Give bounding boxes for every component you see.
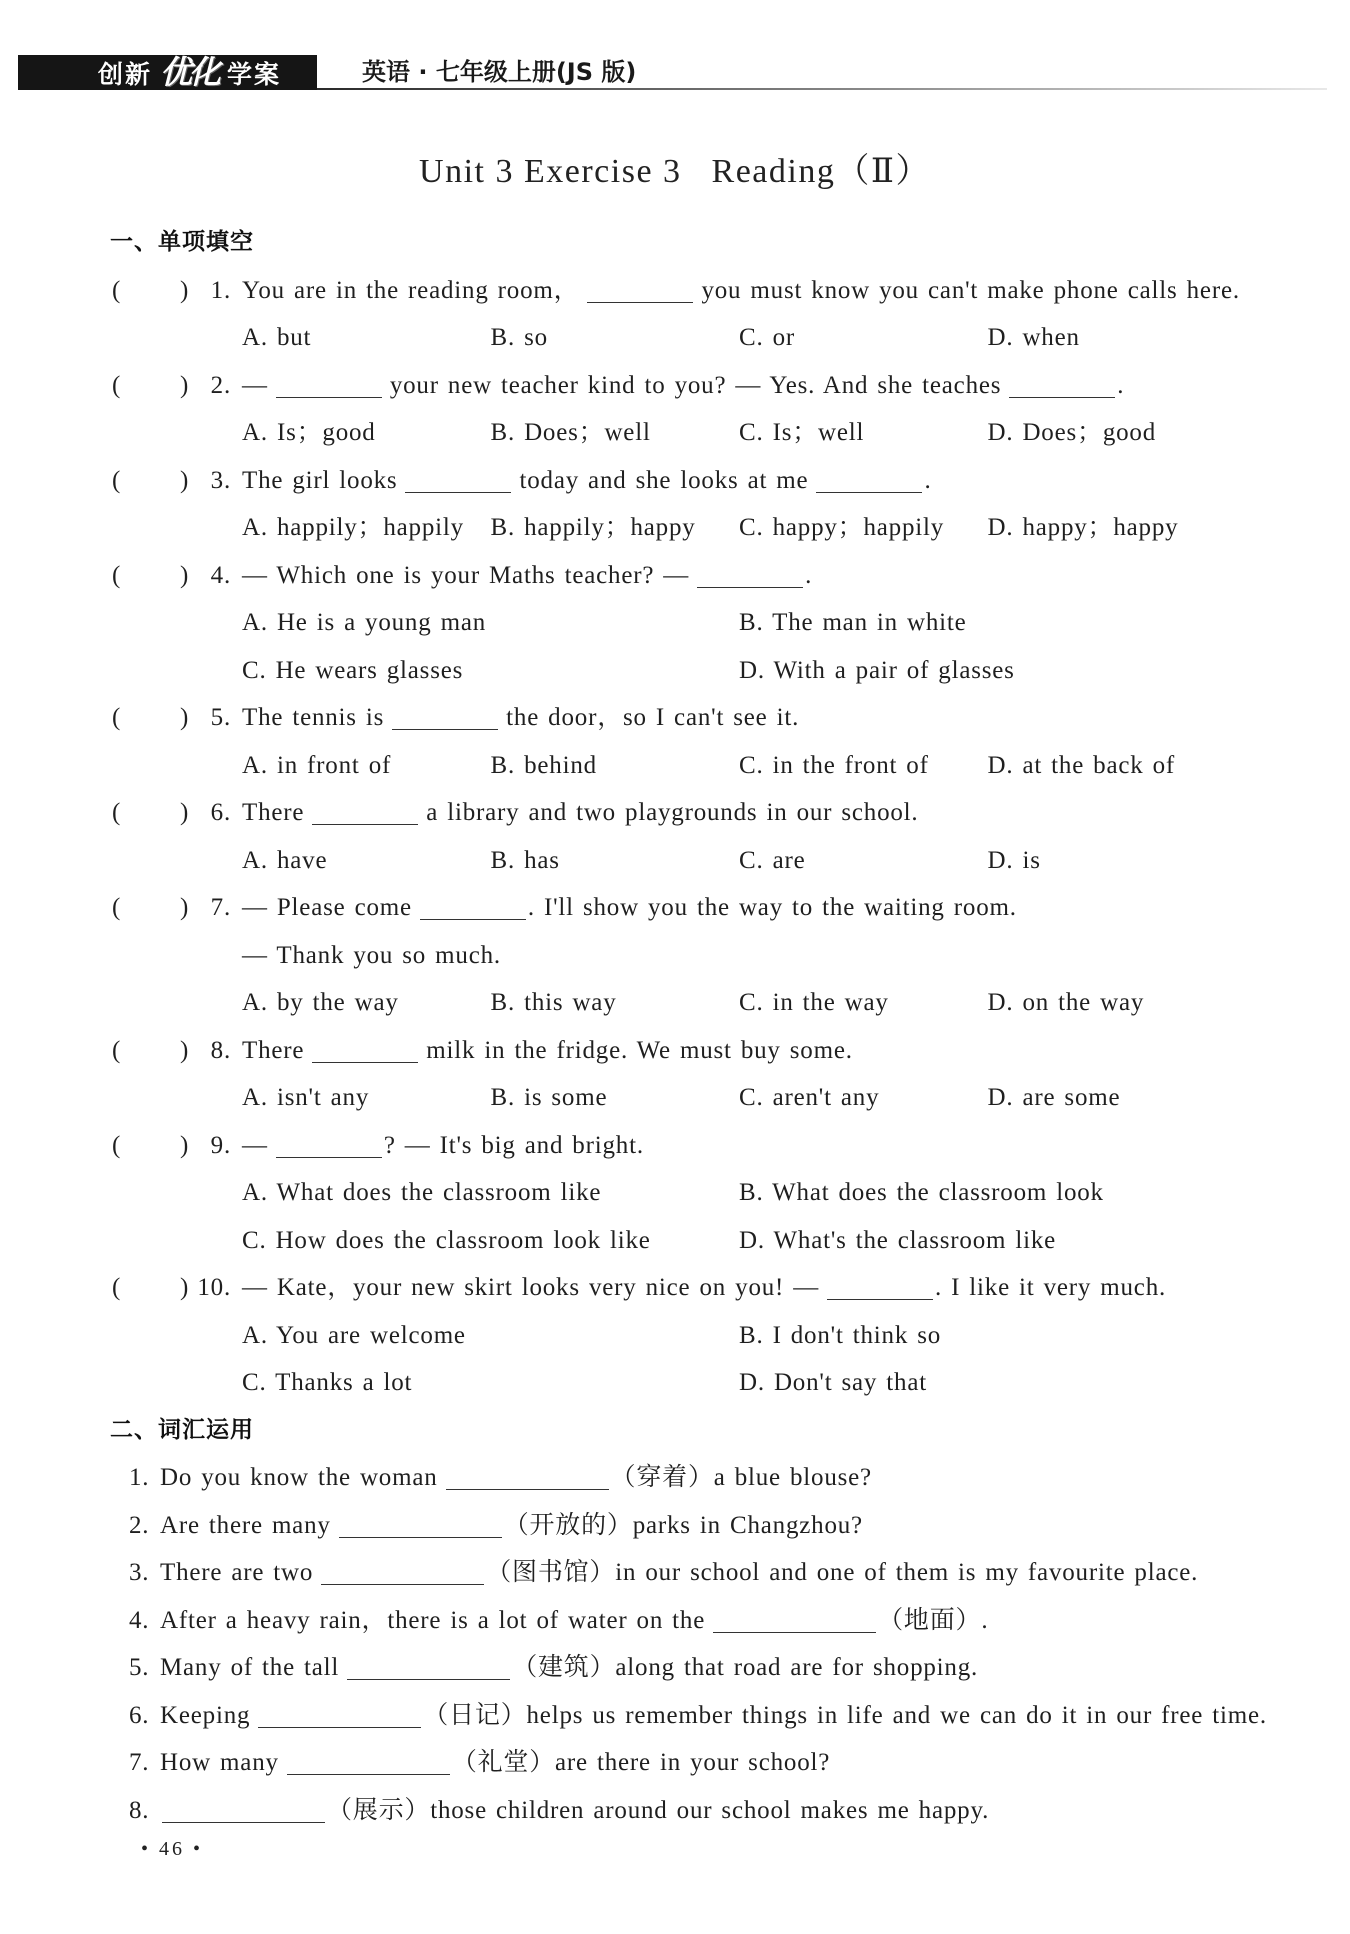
item-number: 3.: [129, 1559, 150, 1586]
sentence-text: .: [1117, 371, 1125, 399]
question-number: 1.: [210, 276, 231, 304]
question-number: 3.: [210, 466, 231, 494]
options-row: [0, 1169, 1350, 1217]
answer-option: D. Don't say that: [739, 1369, 927, 1396]
answer-blank: [287, 1774, 450, 1775]
item-number: 1.: [129, 1464, 150, 1491]
question-number: 10.: [197, 1274, 231, 1301]
answer-option: C. He wears glasses: [242, 656, 464, 684]
answer-blank: [816, 492, 922, 493]
sentence-text: today and she looks at me: [519, 466, 809, 494]
option-group: [242, 599, 1236, 647]
option-group: [242, 837, 1236, 885]
sentence-text: （图书馆）in our school and one of them is my favourite place.: [486, 1559, 1199, 1586]
answer-bracket-open: (: [112, 894, 122, 921]
options-row: [0, 979, 1350, 1027]
sentence-text: The girl looks: [242, 466, 398, 494]
question-row: [0, 267, 1350, 315]
question-row: [0, 1264, 1350, 1312]
brand-logo-text: 优化: [160, 55, 219, 90]
item-sentence: [160, 1644, 978, 1692]
options-row: [0, 314, 1350, 362]
answer-blank: [312, 1062, 418, 1063]
question-row: [0, 362, 1350, 410]
options-row: [0, 647, 1350, 695]
answer-option: B. The man in white: [739, 609, 967, 636]
answer-bracket-open: (: [112, 1036, 122, 1064]
answer-bracket-open: (: [112, 799, 122, 826]
section-heading: 一、单项填空: [110, 229, 254, 255]
sentence-text: .: [805, 561, 813, 589]
answer-option: B. happily；happy: [490, 514, 696, 541]
answer-blank: [312, 824, 418, 825]
sentence-text: （日记）helps us remember things in life and we can do it in our free time.: [423, 1701, 1267, 1729]
options-row: [0, 409, 1350, 457]
sentence-text: milk in the fridge. We must buy some.: [426, 1036, 853, 1064]
answer-option: C. How does the classroom look like: [242, 1226, 651, 1254]
question-stem: [242, 457, 932, 505]
item-number: 5.: [129, 1654, 150, 1681]
question-stem: [242, 1264, 1166, 1312]
answer-option: A. Is；good: [242, 419, 376, 446]
section-heading: 二、词汇运用: [110, 1416, 254, 1443]
sentence-text: ? — It's big and bright.: [383, 1131, 644, 1159]
sentence-text: — Please come: [242, 894, 412, 921]
answer-blank: [258, 1727, 421, 1728]
question-row: [0, 1027, 1350, 1075]
sentence-text: The tennis is: [242, 704, 385, 731]
sentence-text: — Which one is your Maths teacher? —: [242, 561, 690, 589]
brand-text: 创新: [98, 60, 153, 89]
answer-option: A. He is a young man: [242, 609, 487, 636]
vocabulary-row: [0, 1597, 1350, 1645]
sentence-text: .: [924, 466, 932, 494]
sentence-text: （穿着）a blue blouse?: [610, 1464, 872, 1491]
sentence-text: How many: [160, 1749, 279, 1776]
answer-bracket-close: ): [180, 276, 190, 304]
answer-bracket-close: ): [180, 466, 190, 494]
answer-option: D. Does；good: [987, 419, 1157, 446]
answer-option: A. What does the classroom like: [242, 1179, 602, 1206]
question-stem: [242, 1122, 644, 1170]
options-row: [0, 1217, 1350, 1265]
option-group: [242, 742, 1236, 790]
answer-option: C. Is；well: [739, 419, 865, 446]
answer-option: C. happy；happily: [739, 514, 945, 541]
answer-option: B. behind: [490, 751, 597, 779]
item-sentence: [160, 1597, 988, 1645]
question-stem: [242, 789, 918, 837]
sentence-text: you must know you can't make phone calls here.: [701, 276, 1240, 304]
answer-option: A. You are welcome: [242, 1321, 466, 1349]
answer-bracket-close: ): [180, 1131, 190, 1159]
answer-option: B. has: [490, 846, 560, 874]
answer-blank: [697, 587, 803, 588]
sentence-text: —: [242, 371, 268, 399]
sentence-text: your new teacher kind to you? — Yes. And she teaches: [389, 371, 1002, 399]
section-heading-row: [0, 219, 1350, 267]
option-group: [242, 647, 1236, 695]
options-row: [0, 1359, 1350, 1407]
vocabulary-row: [0, 1454, 1350, 1502]
sentence-text: You are in the reading room，: [242, 276, 580, 304]
question-row: [0, 694, 1350, 742]
answer-blank: [321, 1584, 484, 1585]
sentence-text: （建筑）along that road are for shopping.: [512, 1654, 979, 1681]
options-row: [0, 837, 1350, 885]
vocabulary-row: [0, 1787, 1350, 1835]
question-row: [0, 1122, 1350, 1170]
question-number: 6.: [210, 799, 231, 826]
option-group: [242, 409, 1236, 457]
options-row: [0, 1074, 1350, 1122]
sentence-text: Are there many: [160, 1511, 331, 1539]
answer-bracket-open: (: [112, 1131, 122, 1159]
answer-bracket-close: ): [180, 704, 190, 731]
answer-bracket-open: (: [112, 1274, 122, 1301]
answer-blank: [405, 492, 511, 493]
option-group: [242, 1359, 1236, 1407]
answer-bracket-open: (: [112, 276, 122, 304]
sentence-text: After a heavy rain，there is a lot of water on the: [160, 1606, 706, 1634]
sentence-text: （展示）those children around our school makes me happy.: [327, 1796, 990, 1824]
answer-option: D. are some: [987, 1084, 1121, 1111]
options-row: [0, 1312, 1350, 1360]
answer-option: D. happy；happy: [987, 514, 1179, 541]
vocabulary-row: [0, 1644, 1350, 1692]
question-number: 9.: [210, 1131, 231, 1159]
item-number: 7.: [129, 1749, 150, 1776]
answer-option: A. but: [242, 324, 312, 351]
answer-bracket-open: (: [112, 561, 122, 589]
answer-option: C. in the way: [739, 989, 889, 1016]
item-number: 6.: [129, 1701, 150, 1729]
answer-bracket-close: ): [180, 894, 190, 921]
sentence-text: There: [242, 1036, 305, 1064]
answer-option: C. in the front of: [739, 751, 929, 779]
exercise-content: [0, 219, 1350, 1834]
answer-blank: [162, 1822, 325, 1823]
question-number: 8.: [210, 1036, 231, 1064]
sentence-text: （礼堂）are there in your school?: [451, 1749, 831, 1776]
question-row: [0, 884, 1350, 932]
question-number: 5.: [210, 704, 231, 731]
item-sentence: [160, 1549, 1198, 1597]
sentence-text: the door，so I can't see it.: [506, 704, 800, 731]
answer-option: D. on the way: [987, 989, 1145, 1016]
option-group: [242, 1312, 1236, 1360]
answer-blank: [827, 1299, 933, 1300]
question-row: [0, 932, 1350, 980]
answer-bracket-close: ): [180, 561, 190, 589]
answer-blank: [420, 919, 526, 920]
sentence-text: — Thank you so much.: [242, 941, 501, 969]
item-sentence: [160, 1739, 830, 1787]
answer-bracket-close: ): [180, 1036, 190, 1064]
brand-text: 学案: [227, 60, 282, 89]
sentence-text: Do you know the woman: [160, 1464, 438, 1491]
page-number: • 46 •: [141, 1838, 204, 1860]
sentence-text: a library and two playgrounds in our school.: [426, 799, 919, 826]
sentence-text: Many of the tall: [160, 1654, 340, 1681]
sentence-text: — Kate，your new skirt looks very nice on you! —: [242, 1274, 820, 1301]
answer-bracket-open: (: [112, 704, 122, 731]
vocabulary-row: [0, 1739, 1350, 1787]
question-row: [0, 457, 1350, 505]
answer-option: B. this way: [490, 989, 617, 1016]
option-group: [242, 1169, 1236, 1217]
options-row: [0, 599, 1350, 647]
book-title: 英语 · 七年级上册(JS 版): [362, 58, 637, 86]
answer-option: C. or: [739, 324, 795, 351]
sentence-text: （开放的）parks in Changzhou?: [503, 1511, 863, 1539]
sentence-text: （地面）.: [878, 1606, 989, 1634]
answer-option: B. is some: [490, 1084, 608, 1111]
question-number: 7.: [210, 894, 231, 921]
answer-blank: [347, 1679, 510, 1680]
answer-option: D. With a pair of glasses: [739, 656, 1015, 684]
question-stem: [242, 267, 1240, 315]
answer-option: D. is: [987, 846, 1041, 874]
answer-option: A. happily；happily: [242, 514, 464, 541]
answer-blank: [587, 302, 693, 303]
page-title: Unit 3 Exercise 3 Reading（Ⅱ）: [419, 153, 931, 190]
answer-blank: [1009, 397, 1115, 398]
item-number: 4.: [129, 1606, 150, 1634]
item-number: 8.: [129, 1796, 150, 1824]
answer-blank: [339, 1537, 502, 1538]
answer-option: C. are: [739, 846, 806, 874]
item-sentence: [160, 1454, 872, 1502]
answer-option: A. in front of: [242, 751, 392, 779]
question-stem: [242, 362, 1124, 410]
answer-option: B. What does the classroom look: [739, 1179, 1104, 1206]
question-number: 4.: [210, 561, 231, 589]
option-group: [242, 314, 1236, 362]
vocabulary-row: [0, 1549, 1350, 1597]
answer-bracket-open: (: [112, 466, 122, 494]
question-stem: [242, 1027, 853, 1075]
question-stem: [242, 694, 799, 742]
answer-bracket-close: ): [180, 799, 190, 826]
answer-blank: [276, 397, 382, 398]
answer-option: A. have: [242, 846, 328, 874]
answer-option: B. Does；well: [490, 419, 651, 446]
answer-blank: [392, 729, 498, 730]
question-stem: [242, 932, 501, 980]
question-stem: [242, 884, 1017, 932]
option-group: [242, 504, 1236, 552]
sentence-text: . I like it very much.: [935, 1274, 1167, 1301]
answer-blank: [713, 1632, 876, 1633]
brand-banner: [18, 55, 317, 90]
answer-option: B. I don't think so: [739, 1321, 942, 1349]
sentence-text: There: [242, 799, 305, 826]
section-heading-row: [0, 1407, 1350, 1455]
answer-option: C. Thanks a lot: [242, 1369, 413, 1396]
item-sentence: [160, 1502, 863, 1550]
options-row: [0, 742, 1350, 790]
sentence-text: There are two: [160, 1559, 314, 1586]
options-row: [0, 504, 1350, 552]
answer-bracket-close: ): [180, 1274, 190, 1301]
answer-option: B. so: [490, 324, 548, 351]
vocabulary-row: [0, 1502, 1350, 1550]
answer-option: D. at the back of: [987, 751, 1176, 779]
question-row: [0, 789, 1350, 837]
item-sentence: [160, 1692, 1267, 1740]
answer-option: D. What's the classroom like: [739, 1226, 1057, 1254]
answer-option: D. when: [987, 324, 1080, 351]
sentence-text: Keeping: [160, 1701, 251, 1729]
sentence-text: . I'll show you the way to the waiting room.: [527, 894, 1017, 921]
option-group: [242, 1217, 1236, 1265]
item-sentence: [160, 1787, 989, 1835]
option-group: [242, 979, 1236, 1027]
answer-bracket-close: ): [180, 371, 190, 399]
option-group: [242, 1074, 1236, 1122]
answer-bracket-open: (: [112, 371, 122, 399]
item-number: 2.: [129, 1511, 150, 1539]
question-row: [0, 552, 1350, 600]
answer-blank: [276, 1157, 382, 1158]
sentence-text: —: [242, 1131, 268, 1159]
vocabulary-row: [0, 1692, 1350, 1740]
answer-option: C. aren't any: [739, 1084, 880, 1111]
answer-option: A. by the way: [242, 989, 399, 1016]
answer-blank: [446, 1489, 609, 1490]
answer-option: A. isn't any: [242, 1084, 370, 1111]
question-stem: [242, 552, 812, 600]
question-number: 2.: [210, 371, 231, 399]
